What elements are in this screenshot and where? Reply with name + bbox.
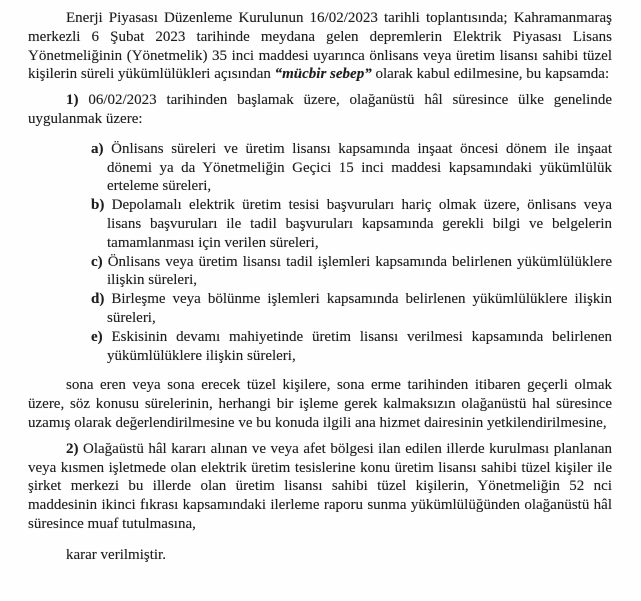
list-item-c-text: Önlisans veya üretim lisansı tadil işlemleri kapsamında belirlenen yükümlülüklere ilişkin süreleri,	[107, 253, 612, 289]
list-item-a	[91, 140, 612, 196]
list-item-c	[91, 253, 612, 291]
clause-2-text: Olağaüstü hâl kararı alınan ve veya afet bölgesi ilan edilen illerde kurulması planlanan veya kısmen işletmede olan elektrik üretim tesislerine konu üretim lisansı sahibi tüzel kişiler ile şirket merkezi bu illerde olan üretim lisansı sahibi tüzel kişilerin, Yönetmeliğin 52 nci maddesinin ikinci fıkrası kapsamındaki ilerleme raporu sunma yükümlülüğünden olağanüstü hâl süresince muaf tutulmasına,	[28, 440, 612, 532]
list-item-b-text: Depolamalı elektrik üretim tesisi başvuruları hariç olmak üzere, önlisans veya lisans başvuruları ile tadil başvuruları kapsamında gerekli bilgi ve belgelerin tamamlanması için verilen süreleri,	[107, 197, 612, 251]
intro-emphasis-mucbir-sebep: “mücbir sebep”	[274, 66, 372, 83]
intro-text-post: olarak kabul edilmesine, bu kapsamda:	[375, 66, 610, 83]
list-item-b-marker: b)	[91, 197, 105, 214]
list-item-a-marker: a)	[91, 140, 104, 157]
clause-1-marker: 1)	[66, 92, 79, 109]
list-item-c-marker: c)	[91, 253, 103, 270]
clause-2-marker: 2)	[66, 440, 79, 457]
clause-2-paragraph	[28, 440, 612, 534]
continuation-paragraph: sona eren veya sona erecek tüzel kişilere, sona erme tarihinden itibaren geçerli olmak üzere, söz konusu sürelerinin, herhangi bir işleme gerek kalmaksızın olağanüstü hal süresince uzamış olarak değerlendirilmesine ve bu konuda ilgili ana hizmet dairesinin yetkilendirilmesine,	[28, 377, 612, 431]
intro-paragraph	[28, 9, 612, 84]
clause-1-sub-list	[28, 140, 612, 366]
list-item-d-text: Birleşme veya bölünme işlemleri kapsamında belirlenen yükümlülüklere ilişkin süreleri,	[107, 291, 612, 326]
list-item-b	[91, 196, 612, 252]
clause-1-text: 06/02/2023 tarihinden başlamak üzere, olağanüstü hâl süresince ülke genelinde uygulanmak üzere:	[28, 92, 612, 127]
intro-text-pre: Enerji Piyasası Düzenleme Kurulunun 16/02/2023 tarihli toplantısında; Kahramanmaraş merkezli 6 Şubat 2023 tarihinde meydana gelen depremlerin Elektrik Piyasası Lisans Yönetmeliğinin (Yönetmelik) 35 inci maddesi uyarınca önlisans veya üretim lisansı sahibi tüzel kişilerin süreli yükümlülükleri açısından	[28, 10, 612, 83]
list-item-a-text: Önlisans süreleri ve üretim lisansı kapsamında inşaat öncesi dönem ile inşaat dönemi ya da Yönetmeliğin Geçici 15 inci maddesi kapsamındaki yükümlülük erteleme süreleri,	[107, 140, 613, 195]
list-item-d	[91, 290, 612, 328]
list-item-e-marker: e)	[91, 328, 103, 345]
clause-1-paragraph	[28, 91, 612, 129]
list-item-e-text: Eskisinin devamı mahiyetinde üretim lisansı verilmesi kapsamında belirlenen yükümlülüklere ilişkin süreleri,	[107, 328, 613, 364]
list-item-d-marker: d)	[91, 291, 105, 308]
closing-statement: karar verilmiştir.	[66, 546, 166, 563]
list-item-e	[91, 328, 612, 366]
